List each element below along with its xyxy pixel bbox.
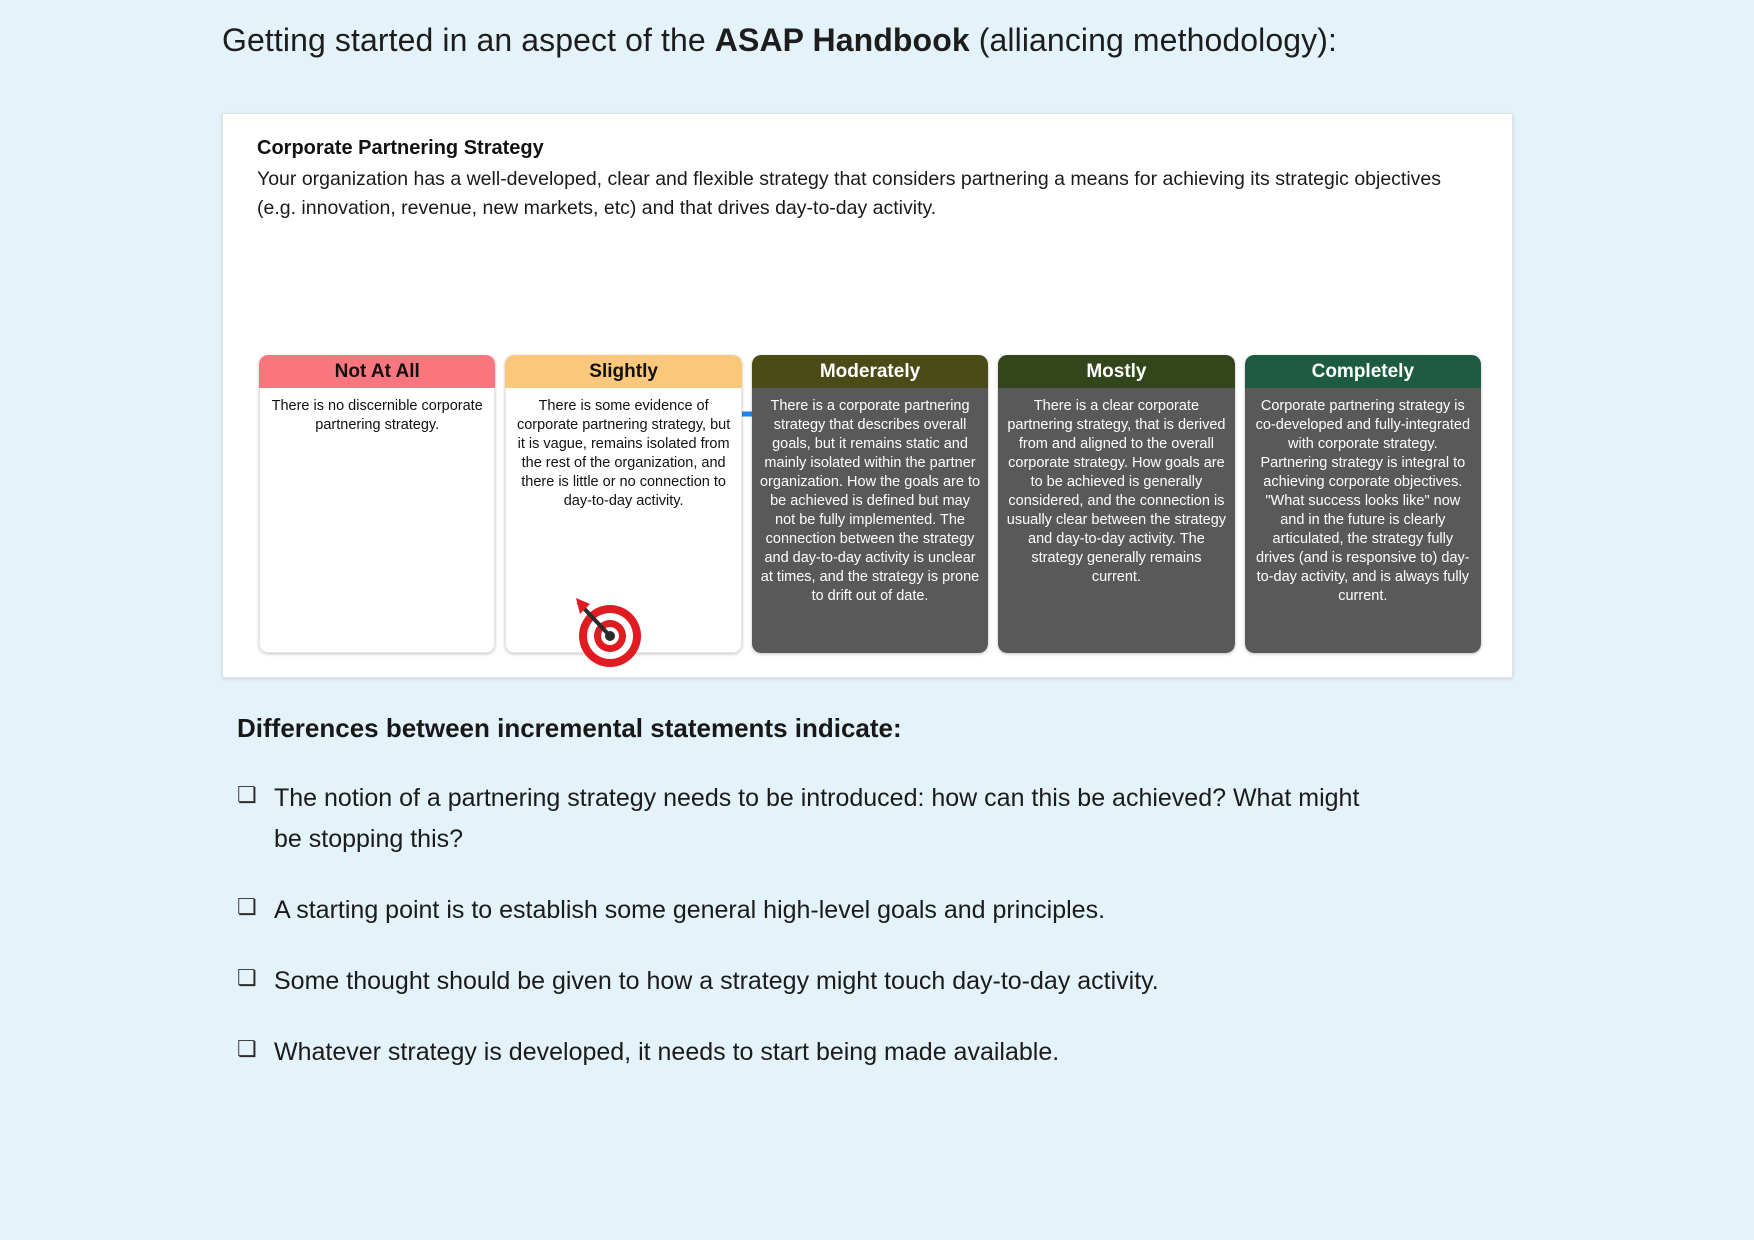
list-item-text: Whatever strategy is developed, it needs to start being made available.: [274, 1038, 1060, 1066]
section-title: Differences between incremental statements indicate:: [237, 713, 902, 743]
scale-text-mostly: There is a clear corporate partnering strategy, that is derived from and aligned to the overall corporate strategy. How goals are to be achieved is generally considered, and the connection is usually clear between the strategy and day-to-day activity. The strategy generally remains current.: [998, 388, 1234, 653]
checkbox-bullet-icon: ❏: [237, 894, 257, 919]
scale-header-not-at-all: Not At All: [259, 355, 495, 388]
list-item: [232, 890, 1502, 931]
list-item-text: A starting point is to establish some general high-level goals and principles.: [274, 896, 1106, 924]
checkbox-bullet-icon: ❏: [237, 1036, 257, 1061]
maturity-scale: [259, 355, 1481, 653]
target-dart-icon: [568, 592, 648, 672]
scale-column-not-at-all[interactable]: [259, 355, 495, 653]
scale-column-completely[interactable]: [1245, 355, 1481, 653]
scale-column-moderately[interactable]: [752, 355, 988, 653]
checkbox-bullet-icon: ❏: [237, 965, 257, 990]
scale-header-mostly: Mostly: [998, 355, 1234, 388]
list-item: [232, 778, 1502, 860]
scale-text-moderately: There is a corporate partnering strategy that describes overall goals, but it remains static and mainly isolated within the partner organization. How the goals are to be achieved is defined but may not be fully implemented. The connection between the strategy and day-to-day activity is unclear at times, and the strategy is prone to drift out of date.: [752, 388, 988, 653]
list-item-text: Some thought should be given to how a strategy might touch day-to-day activity.: [274, 967, 1159, 995]
bullet-list: [232, 778, 1502, 1103]
scale-column-mostly[interactable]: [998, 355, 1234, 653]
page-title-suffix: (alliancing methodology):: [969, 22, 1338, 58]
checkbox-bullet-icon: ❏: [237, 782, 257, 807]
scale-text-completely: Corporate partnering strategy is co-developed and fully-integrated with corporate strategy. Partnering strategy is integral to achieving corporate objectives. "What success looks like" now and in the future is clearly articulated, the strategy fully drives (and is responsive to) day-to-day activity, and is always fully current.: [1245, 388, 1481, 653]
scale-text-not-at-all: There is no discernible corporate partnering strategy.: [259, 388, 495, 653]
list-item: [232, 961, 1502, 1002]
page-title-prefix: Getting started in an aspect of the: [222, 22, 715, 58]
list-item-text: The notion of a partnering strategy needs to be introduced: how can this be achieved? What might be stopping this?: [274, 784, 1360, 853]
card-description: Your organization has a well-developed, clear and flexible strategy that considers partnering a means for achieving its strategic objectives (e.g. innovation, revenue, new markets, etc) and that drives day-to-day activity.: [257, 168, 1442, 219]
page-title: [222, 22, 1337, 59]
card-title: Corporate Partnering Strategy: [257, 137, 544, 159]
page-title-emphasis: ASAP Handbook: [714, 22, 970, 58]
scale-header-moderately: Moderately: [752, 355, 988, 388]
scale-header-completely: Completely: [1245, 355, 1481, 388]
scale-text-slightly: There is some evidence of corporate partnering strategy, but it is vague, remains isolated from the rest of the organization, and there is little or no connection to day-to-day activity.: [505, 388, 741, 653]
scale-header-slightly: Slightly: [505, 355, 741, 388]
maturity-card: [222, 113, 1513, 678]
list-item: [232, 1032, 1502, 1073]
